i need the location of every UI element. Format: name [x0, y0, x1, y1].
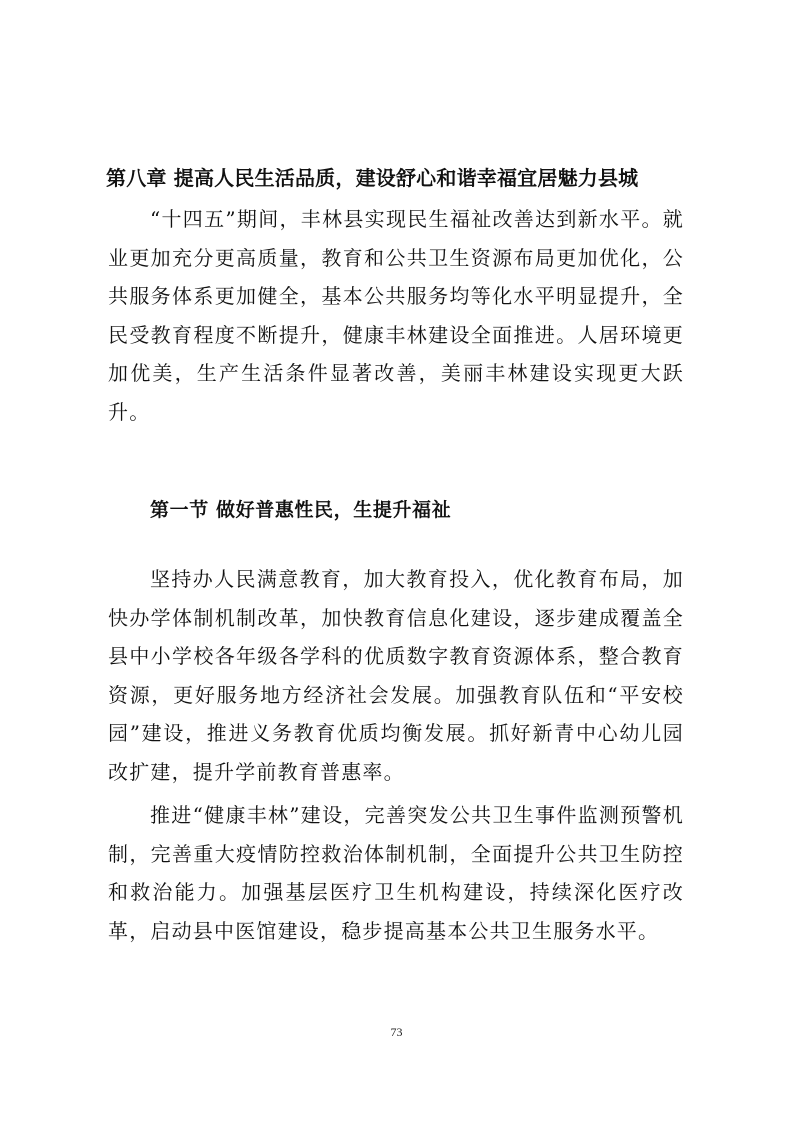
health-paragraph: 推进“健康丰林”建设，完善突发公共卫生事件监测预警机制，完善重大疫情防控救治体制机制，全面提升公共卫生防控和救治能力。加强基层医疗卫生机构建设，持续深化医疗改革，启动县中医馆建设，稳步提高基本公共卫生服务水平。: [108, 803, 684, 943]
section-title: 第一节 做好普惠性民，生提升福祉: [150, 499, 452, 521]
intro-paragraph: “十四五”期间，丰林县实现民生福祉改善达到新水平。就业更加充分更高质量，教育和公共卫生资源布局更加优化，公共服务体系更加健全，基本公共服务均等化水平明显提升，全民受教育程度不断提升，健康丰林建设全面推进。人居环境更加优美，生产生活条件显著改善，美丽丰林建设实现更大跃升。: [108, 207, 684, 424]
page-number: 73: [390, 1025, 403, 1039]
chapter-title: 第八章 提高人民生活品质，建设舒心和谐幸福宜居魅力县城: [106, 166, 639, 190]
education-paragraph: 坚持办人民满意教育，加大教育投入，优化教育布局，加快办学体制机制改革，加快教育信息化建设，逐步建成覆盖全县中小学校各年级各学科的优质数字教育资源体系，整合教育资源，更好服务地方经济社会发展。加强教育队伍和“平安校园”建设，推进义务教育优质均衡发展。抓好新青中心幼儿园改扩建，提升学前教育普惠率。: [108, 567, 684, 784]
